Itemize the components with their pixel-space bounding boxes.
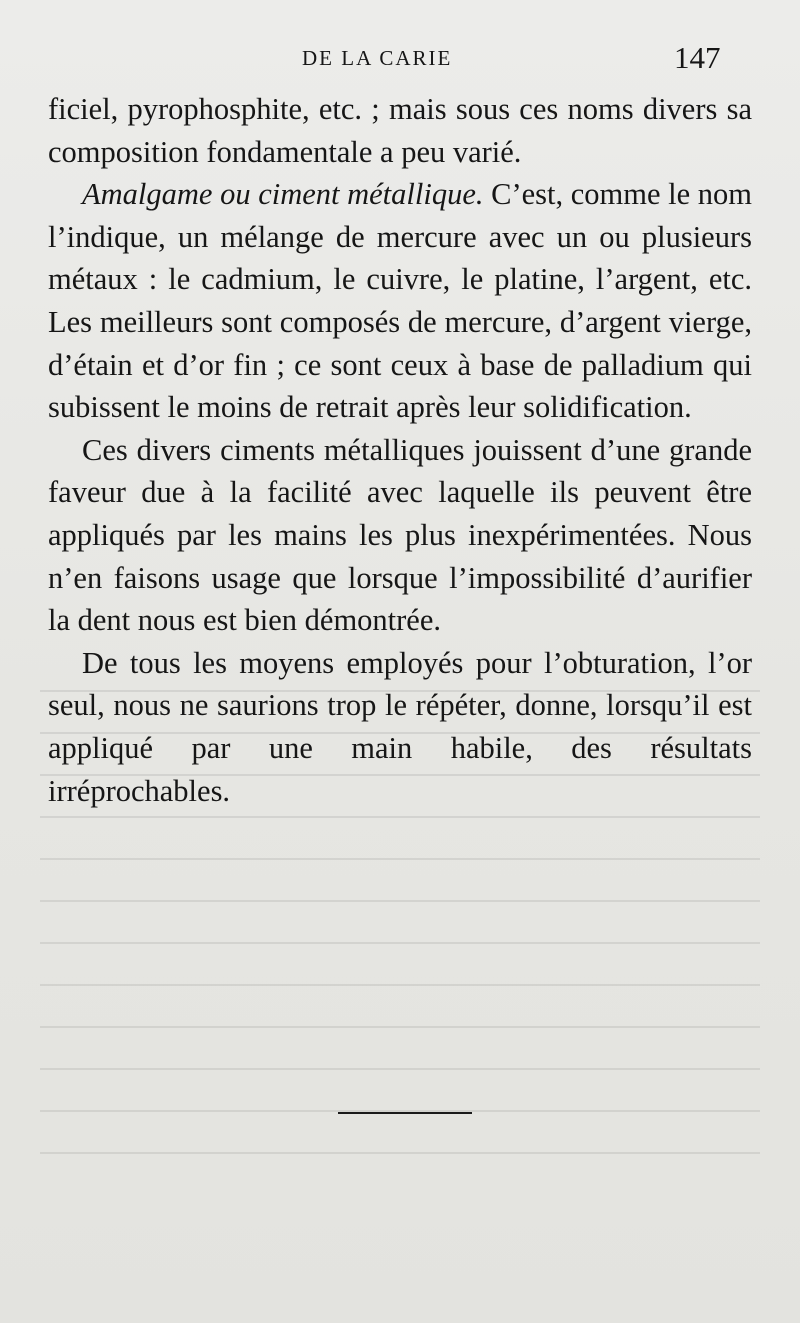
paragraph-4: De tous les moyens employés pour l’obturation, l’or seul, nous ne saurions trop le répéter, donne, lorsqu’il est appliqué par une main habile, des résultats irréprochables.	[48, 645, 752, 808]
paragraph-2	[48, 173, 752, 429]
body-text	[48, 88, 752, 812]
page-header	[0, 40, 800, 80]
paragraph-2-text: C’est, comme le nom l’indique, un mélange de mercure avec un ou plusieurs métaux : le cadmium, le cuivre, le platine, l’argent, etc. Les meilleurs sont composés de mercure, d’argent vierge, d’étain et d’or fin ; ce sont ceux à base de palladium qui subissent le moins de retrait après leur solidification.	[48, 177, 753, 425]
paragraph-2-italic-lead: Amalgame ou ciment métallique.	[82, 177, 484, 212]
running-title: DE LA CARIE	[302, 46, 453, 70]
paragraph-3: Ces divers ciments métalliques jouissent d’une grande faveur due à la facilité avec laquelle ils peuvent être appliqués par les mains les plus inexpérimentées. Nous n’en faisons usage que lorsque l’impossibilité d’aurifier la dent nous est bien démontrée.	[48, 432, 752, 638]
page-number: 147	[674, 40, 721, 75]
section-end-rule	[338, 1112, 472, 1114]
paragraph-1: ficiel, pyrophosphite, etc. ; mais sous ces noms divers sa composition fondamentale a peu varié.	[48, 92, 752, 169]
